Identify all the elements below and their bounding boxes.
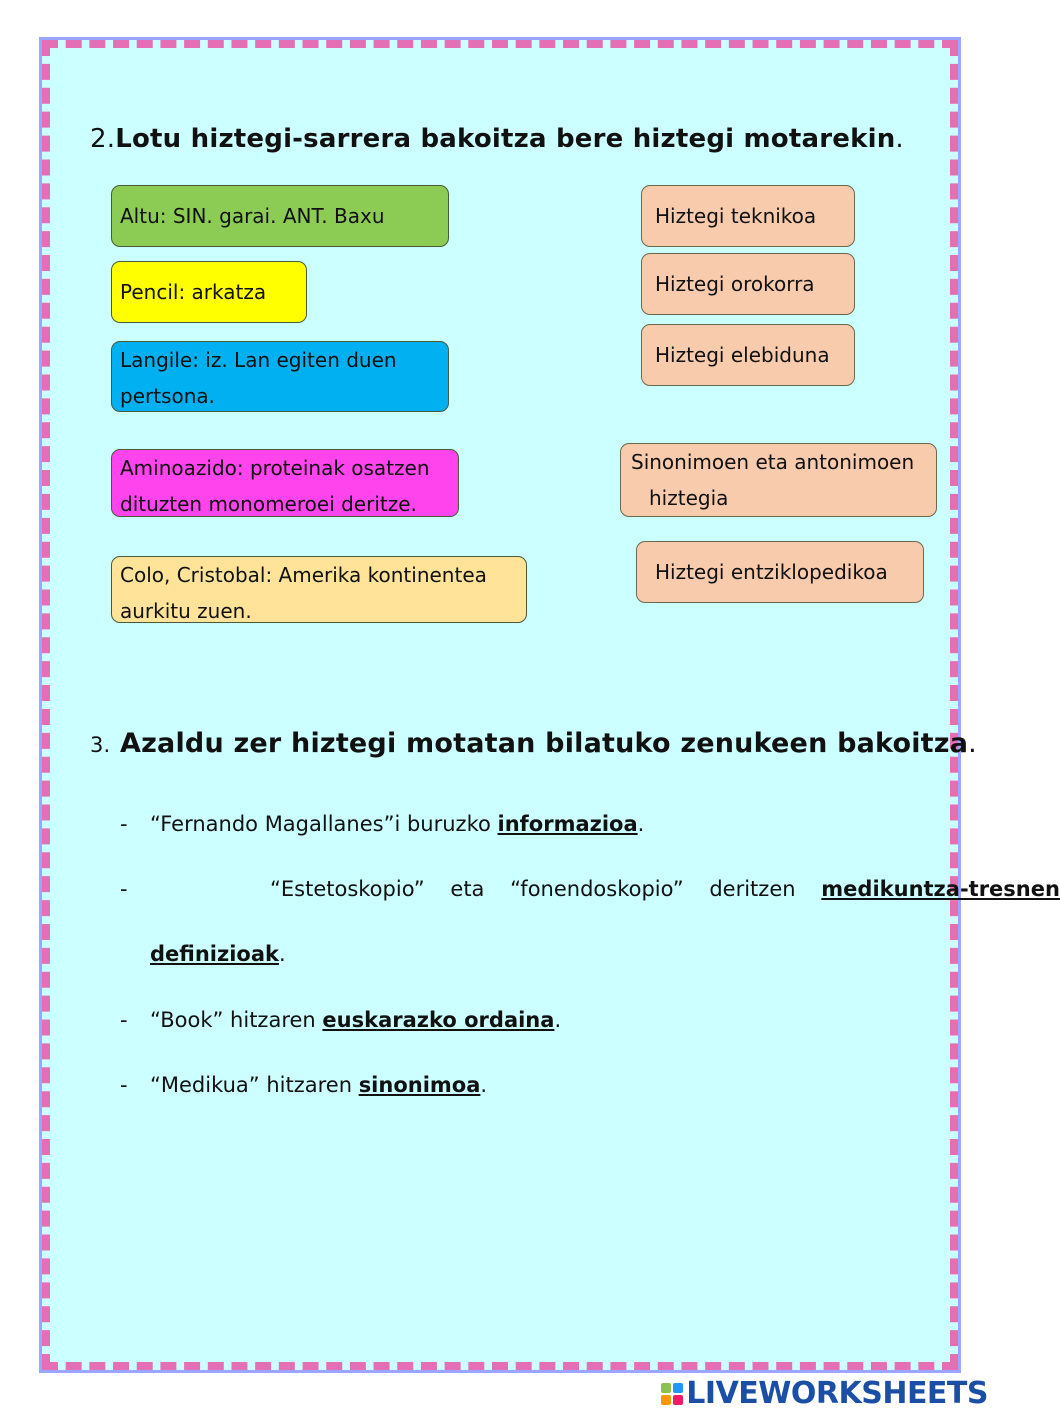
- dictionary-type-entziklopedikoa[interactable]: Hiztegi entziklopedikoa: [636, 541, 924, 603]
- question-2-text: Lotu hiztegi-sarrera bakoitza bere hiztegi motarekin: [115, 124, 896, 154]
- entry-box-pencil[interactable]: Pencil: arkatza: [111, 261, 307, 323]
- list-item: - “Medikua” hitzaren sinonimoa.: [120, 1073, 488, 1097]
- liveworksheets-logo-icon: [660, 1382, 684, 1406]
- list-item: - “Book” hitzaren euskarazko ordaina.: [120, 1008, 562, 1032]
- list-item-continuation: definizioak.: [150, 942, 286, 966]
- question-2-number: 2.: [90, 124, 116, 154]
- dictionary-type-teknikoa[interactable]: Hiztegi teknikoa: [641, 185, 855, 247]
- liveworksheets-logo: LIVEWORKSHEETS: [660, 1376, 988, 1411]
- dictionary-type-orokorra[interactable]: Hiztegi orokorra: [641, 253, 855, 315]
- list-item: - “Estetoskopio” eta “fonendoskopio” deritzen medikuntza-tresnen: [120, 877, 1060, 901]
- question-2-title: 2.Lotu hiztegi-sarrera bakoitza bere hiztegi motarekin.: [90, 124, 904, 154]
- dictionary-type-sinonimoen[interactable]: Sinonimoen eta antonimoen hiztegia: [620, 443, 937, 517]
- entry-box-aminoazido[interactable]: Aminoazido: proteinak osatzen dituzten monomeroei deritze.: [111, 449, 459, 517]
- question-3-title: 3. Azaldu zer hiztegi motatan bilatuko zenukeen bakoitza.: [90, 728, 977, 759]
- list-item: - “Fernando Magallanes”i buruzko informazioa.: [120, 812, 645, 836]
- question-3-number: 3.: [90, 733, 111, 757]
- entry-box-langile[interactable]: Langile: iz. Lan egiten duen pertsona.: [111, 341, 449, 412]
- entry-box-altu[interactable]: Altu: SIN. garai. ANT. Baxu: [111, 185, 449, 247]
- entry-box-colon[interactable]: Colo, Cristobal: Amerika kontinentea aurkitu zuen.: [111, 556, 527, 623]
- question-3-text: Azaldu zer hiztegi motatan bilatuko zenukeen bakoitza: [120, 728, 969, 759]
- dictionary-type-elebiduna[interactable]: Hiztegi elebiduna: [641, 324, 855, 386]
